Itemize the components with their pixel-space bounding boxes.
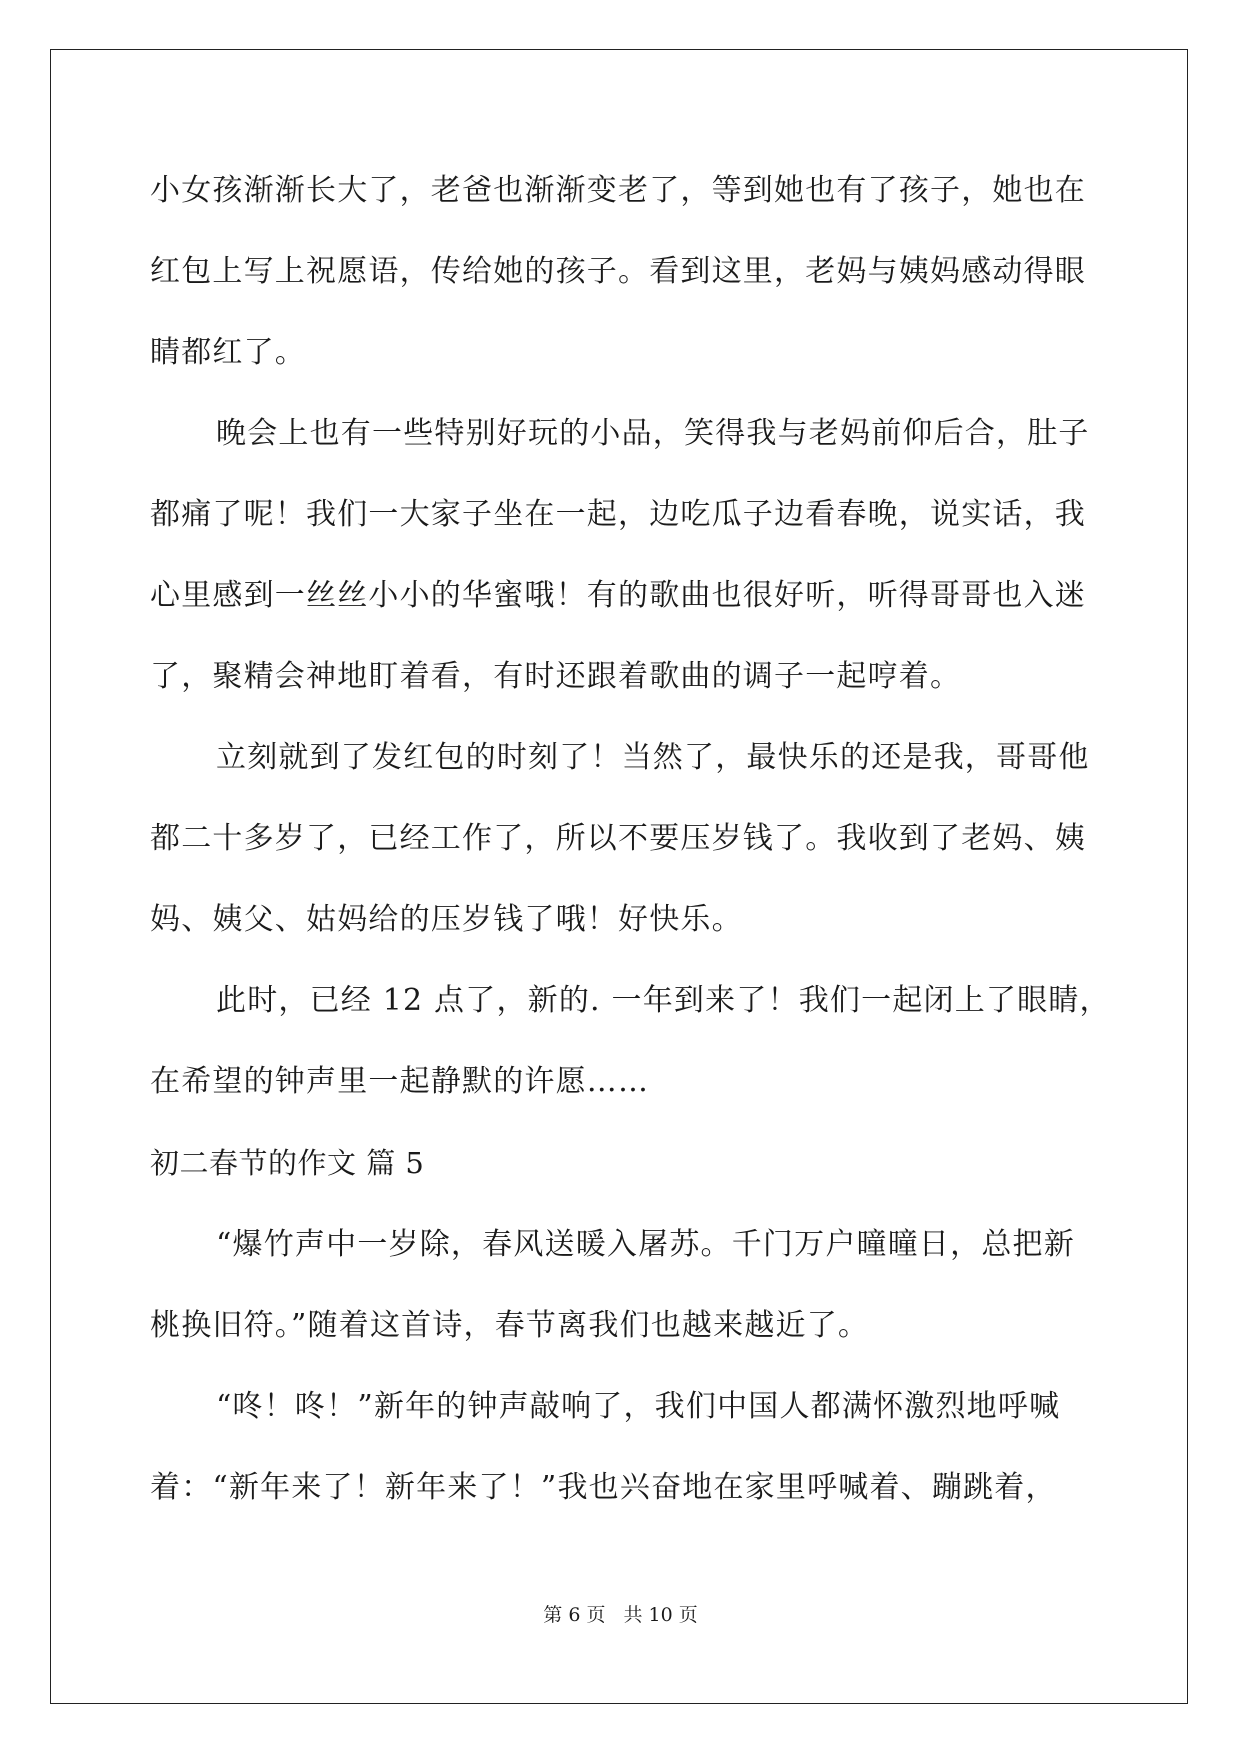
text-line: “爆竹声中一岁除，春风送暖入屠苏。千门万户曈曈日，总把新 [216, 1227, 1075, 1262]
page-footer [0, 1600, 1241, 1627]
text-line: “咚！咚！”新年的钟声敲响了，我们中国人都满怀激烈地呼喊 [216, 1389, 1061, 1424]
text-line: 桃换旧符。”随着这首诗，春节离我们也越来越近了。 [150, 1308, 870, 1343]
text-line: 此时，已经 12 点了，新的. 一年到来了！我们一起闭上了眼睛， [216, 983, 1111, 1018]
text-line: 晚会上也有一些特别好玩的小品，笑得我与老妈前仰后合，肚子 [216, 416, 1090, 451]
text-line: 在希望的钟声里一起静默的许愿…… [150, 1064, 650, 1099]
page-number: 第 6 页 [543, 1604, 606, 1626]
text-line: 心里感到一丝丝小小的华蜜哦！有的歌曲也很好听，听得哥哥也入迷 [150, 578, 1086, 613]
paragraph [150, 150, 1085, 393]
text-line: 妈、姨父、姑妈给的压岁钱了哦！好快乐。 [150, 902, 743, 937]
text-line: 了，聚精会神地盯着看，有时还跟着歌曲的调子一起哼着。 [150, 659, 962, 694]
text-line: 立刻就到了发红包的时刻了！当然了，最快乐的还是我，哥哥他 [216, 740, 1090, 775]
text-line: 红包上写上祝愿语，传给她的孩子。看到这里，老妈与姨妈感动得眼 [150, 254, 1086, 289]
text-line: 都二十多岁了，已经工作了，所以不要压岁钱了。我收到了老妈、姨 [150, 821, 1086, 856]
section-heading: 初二春节的作文 篇 5 [150, 1146, 425, 1180]
page-total: 共 10 页 [623, 1604, 698, 1626]
paragraph [150, 960, 1111, 1122]
document-body [150, 150, 1111, 1528]
paragraph [150, 393, 1090, 717]
text-line: 小女孩渐渐长大了，老爸也渐渐变老了，等到她也有了孩子，她也在 [150, 173, 1086, 208]
paragraph [150, 1204, 1085, 1366]
paragraph [150, 1366, 1085, 1528]
text-line: 都痛了呢！我们一大家子坐在一起，边吃瓜子边看春晚，说实话，我 [150, 497, 1086, 532]
text-line: 睛都红了。 [150, 335, 306, 370]
text-line: 着：“新年来了！新年来了！”我也兴奋地在家里呼喊着、蹦跳着， [150, 1470, 1057, 1505]
paragraph [150, 717, 1090, 960]
